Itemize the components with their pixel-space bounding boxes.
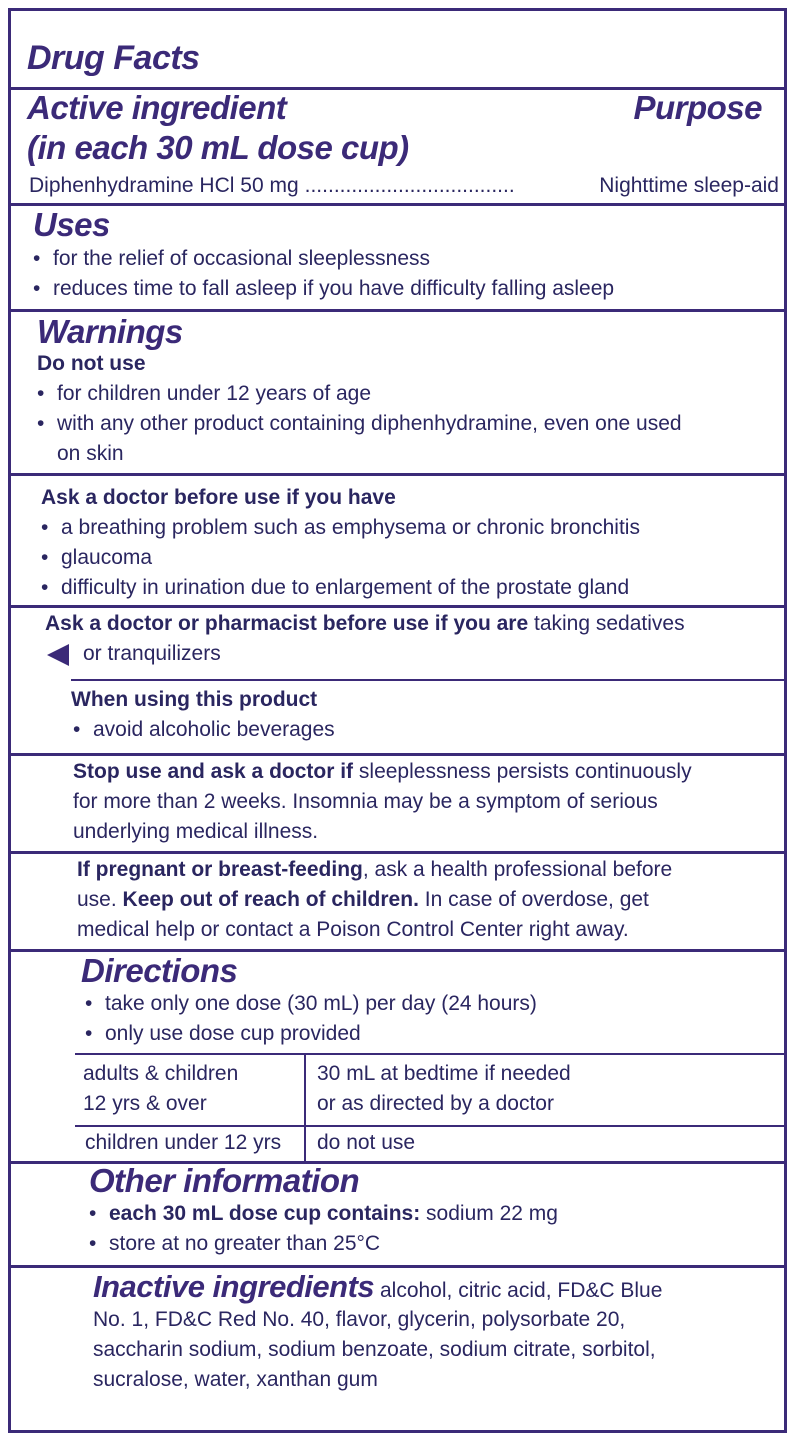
when-using-heading: When using this product <box>71 688 318 711</box>
pregnant-line2-b: In case of overdose, get <box>418 888 649 911</box>
inactive-line2: No. 1, FD&C Red No. 40, flavor, glycerin, polysorbate 20, <box>93 1308 626 1331</box>
table-r2c2: do not use <box>317 1131 416 1154</box>
inactive-line1-text: alcohol, citric acid, FD&C Blue <box>374 1279 663 1302</box>
divider <box>11 309 784 312</box>
other-info-item: • store at no greater than 25°C <box>89 1229 380 1259</box>
ask-pharmacist-bold: Ask a doctor or pharmacist before use if you are <box>45 612 529 635</box>
other-info-rest: sodium 22 mg <box>420 1202 558 1225</box>
inactive-line1 <box>93 1269 662 1306</box>
stop-use-line3: underlying medical illness. <box>73 820 319 843</box>
table-r2c1: children under 12 yrs <box>85 1131 282 1154</box>
ask-doctor-item: • a breathing problem such as emphysema or chronic bronchitis <box>41 513 640 543</box>
divider <box>75 1125 784 1127</box>
directions-heading: Directions <box>81 952 238 989</box>
do-not-use-item: • with any other product containing diphenhydramine, even one used <box>37 409 682 439</box>
ask-pharmacist-line2: or tranquilizers <box>83 642 221 665</box>
table-r1c2-l2: or as directed by a doctor <box>317 1092 554 1115</box>
ask-doctor-item: • glaucoma <box>41 543 152 573</box>
inactive-line4: sucralose, water, xanthan gum <box>93 1368 378 1391</box>
uses-item: • for the relief of occasional sleeplessness <box>33 244 430 274</box>
divider <box>71 679 784 681</box>
do-not-use-heading: Do not use <box>37 352 146 375</box>
other-info-bold: each 30 mL dose cup contains: <box>109 1202 421 1225</box>
divider <box>11 1265 784 1268</box>
arrow-left-icon <box>47 644 69 666</box>
table-r1c1-l2: 12 yrs & over <box>83 1092 207 1115</box>
ingredient-purpose: Nighttime sleep-aid <box>599 174 779 197</box>
table-column-divider <box>304 1053 306 1162</box>
stop-use-rest: sleeplessness persists continuously <box>353 760 692 783</box>
ingredient-name: Diphenhydramine HCl 50 mg <box>29 174 299 197</box>
pregnant-bold: If pregnant or breast-feeding <box>77 858 363 881</box>
uses-item: • reduces time to fall asleep if you have difficulty falling asleep <box>33 274 614 304</box>
pregnant-line2-a: use. <box>77 888 123 911</box>
inactive-ingredients-heading: Inactive ingredients <box>93 1269 375 1304</box>
pregnant-line3: medical help or contact a Poison Control Center right away. <box>77 918 629 941</box>
active-ingredient-heading: Active ingredient <box>27 89 287 126</box>
divider <box>11 851 784 854</box>
divider <box>11 473 784 476</box>
stop-use-line1 <box>73 757 692 787</box>
divider <box>11 753 784 756</box>
drug-facts-panel <box>8 8 787 1433</box>
stop-use-bold: Stop use and ask a doctor if <box>73 760 354 783</box>
active-ingredient-row <box>29 171 779 201</box>
page-title: Drug Facts <box>27 39 200 77</box>
divider <box>75 1053 784 1055</box>
divider <box>11 605 784 608</box>
other-information-heading: Other information <box>89 1162 360 1199</box>
ask-doctor-heading: Ask a doctor before use if you have <box>41 486 396 509</box>
do-not-use-item: • for children under 12 years of age <box>37 379 371 409</box>
directions-item: • only use dose cup provided <box>85 1019 361 1049</box>
directions-item: • take only one dose (30 mL) per day (24 hours) <box>85 989 537 1019</box>
keep-out-of-reach: Keep out of reach of children. <box>122 888 419 911</box>
table-r1c2-l1: 30 mL at bedtime if needed <box>317 1062 571 1085</box>
pregnant-line1 <box>77 855 672 885</box>
pregnant-line2 <box>77 885 649 915</box>
ask-doctor-item: • difficulty in urination due to enlargement of the prostate gland <box>41 573 629 603</box>
table-r1c1-l1: adults & children <box>83 1062 239 1085</box>
pregnant-rest: , ask a health professional before <box>362 858 673 881</box>
leader-dots: .................................... <box>304 174 515 197</box>
do-not-use-item-cont: on skin <box>57 442 124 465</box>
when-using-item: • avoid alcoholic beverages <box>73 715 335 745</box>
warnings-heading: Warnings <box>37 313 183 350</box>
active-ingredient-subheading: (in each 30 mL dose cup) <box>27 129 409 166</box>
ask-pharmacist-line1 <box>45 609 685 639</box>
stop-use-line2: for more than 2 weeks. Insomnia may be a symptom of serious <box>73 790 658 813</box>
inactive-line3: saccharin sodium, sodium benzoate, sodium citrate, sorbitol, <box>93 1338 656 1361</box>
purpose-heading: Purpose <box>633 89 762 126</box>
uses-heading: Uses <box>33 206 110 243</box>
divider <box>11 203 784 206</box>
ask-pharmacist-rest: taking sedatives <box>528 612 685 635</box>
other-info-item <box>89 1199 558 1229</box>
